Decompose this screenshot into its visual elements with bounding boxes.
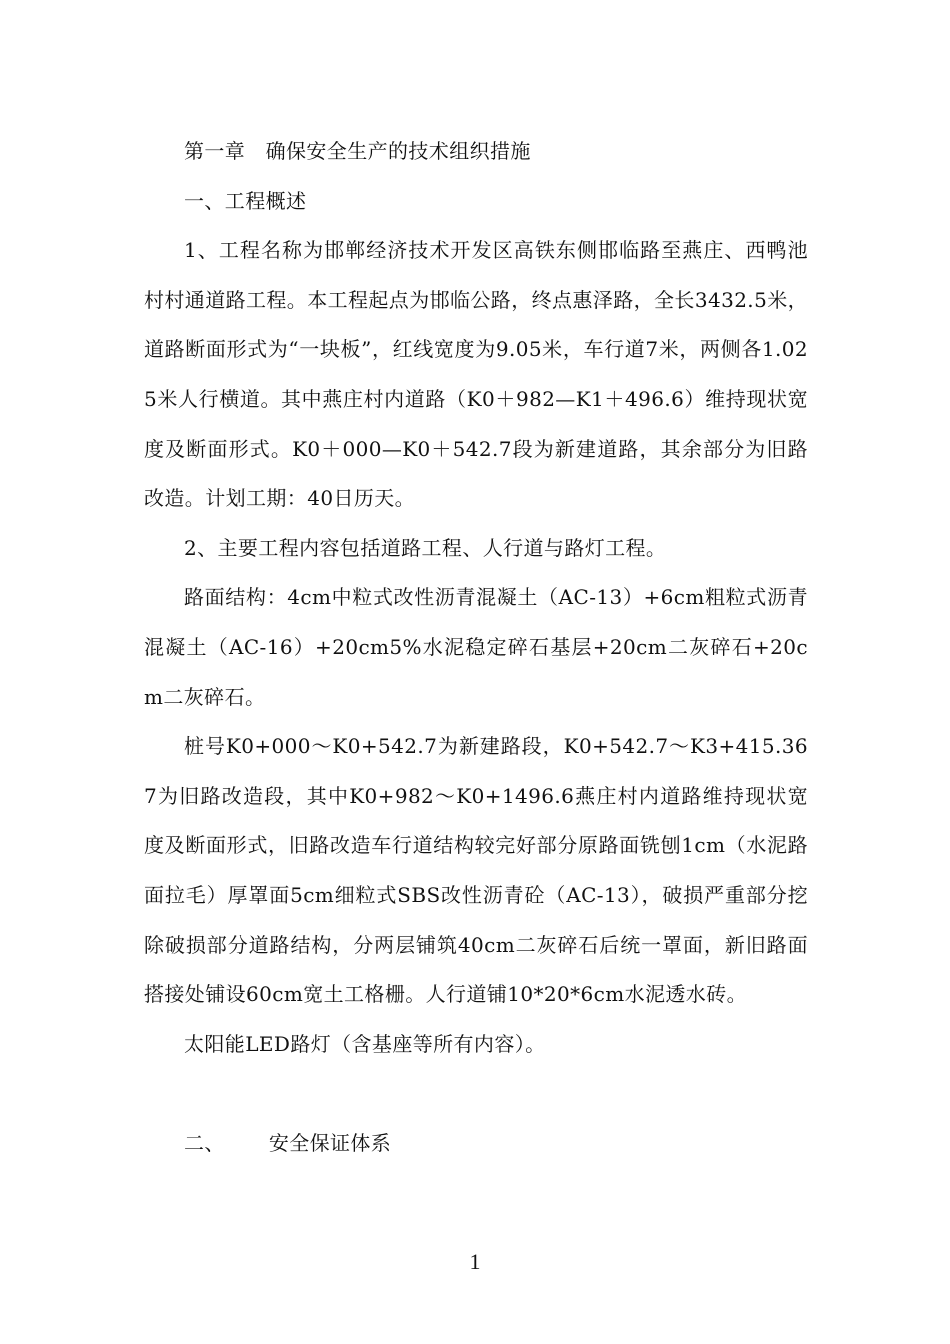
paragraph-project-name: 1、工程名称为邯郸经济技术开发区高铁东侧邯临路至燕庄、西鸭池村村通道路工程。本工程起点为邯临公路，终点惠泽路，全长3432.5米，道路断面形式为“一块板”，红线宽度为9.05米，车行道7米，两侧各1.025米人行横道。其中燕庄村内道路（K0＋982—K1＋496.6）维持现状宽度及断面形式。K0＋000—K0＋542.7段为新建道路，其余部分为旧路改造。计划工期：40日历天。 xyxy=(144,238,808,511)
chapter-title: 第一章 确保安全生产的技术组织措施 xyxy=(184,139,531,163)
section-number: 二、 xyxy=(184,1130,225,1155)
paragraph-main-content: 2、主要工程内容包括道路工程、人行道与路灯工程。 xyxy=(184,535,667,560)
paragraph-solar-lights: 太阳能LED路灯（含基座等所有内容）。 xyxy=(184,1031,546,1056)
paragraph-station-details: 桩号K0+000～K0+542.7为新建路段，K0+542.7～K3+415.367为旧路改造段，其中K0+982～K0+1496.6燕庄村内道路维持现状宽度及断面形式，旧路改造车行道结构较完好部分原路面铣刨1cm（水泥路面拉毛）厚罩面5cm细粒式SBS改性沥青砼（AC-13），破损严重部分挖除破损部分道路结构，分两层铺筑40cm二灰碎石后统一罩面，新旧路面搭接处铺设60cm宽土工格栅。人行道铺10*20*6cm水泥透水砖。 xyxy=(144,734,808,1007)
page-number: 1 xyxy=(469,1249,481,1274)
paragraph-pavement-structure: 路面结构：4cm中粒式改性沥青混凝土（AC-13）+6cm粗粒式沥青混凝土（AC-16）+20cm5%水泥稳定碎石基层+20cm二灰碎石+20cm二灰碎石。 xyxy=(144,585,808,709)
document-body xyxy=(144,127,808,1168)
section-heading-overview: 一、工程概述 xyxy=(184,188,307,213)
section-title: 安全保证体系 xyxy=(268,1130,392,1155)
section-heading-safety-system xyxy=(144,1119,808,1169)
